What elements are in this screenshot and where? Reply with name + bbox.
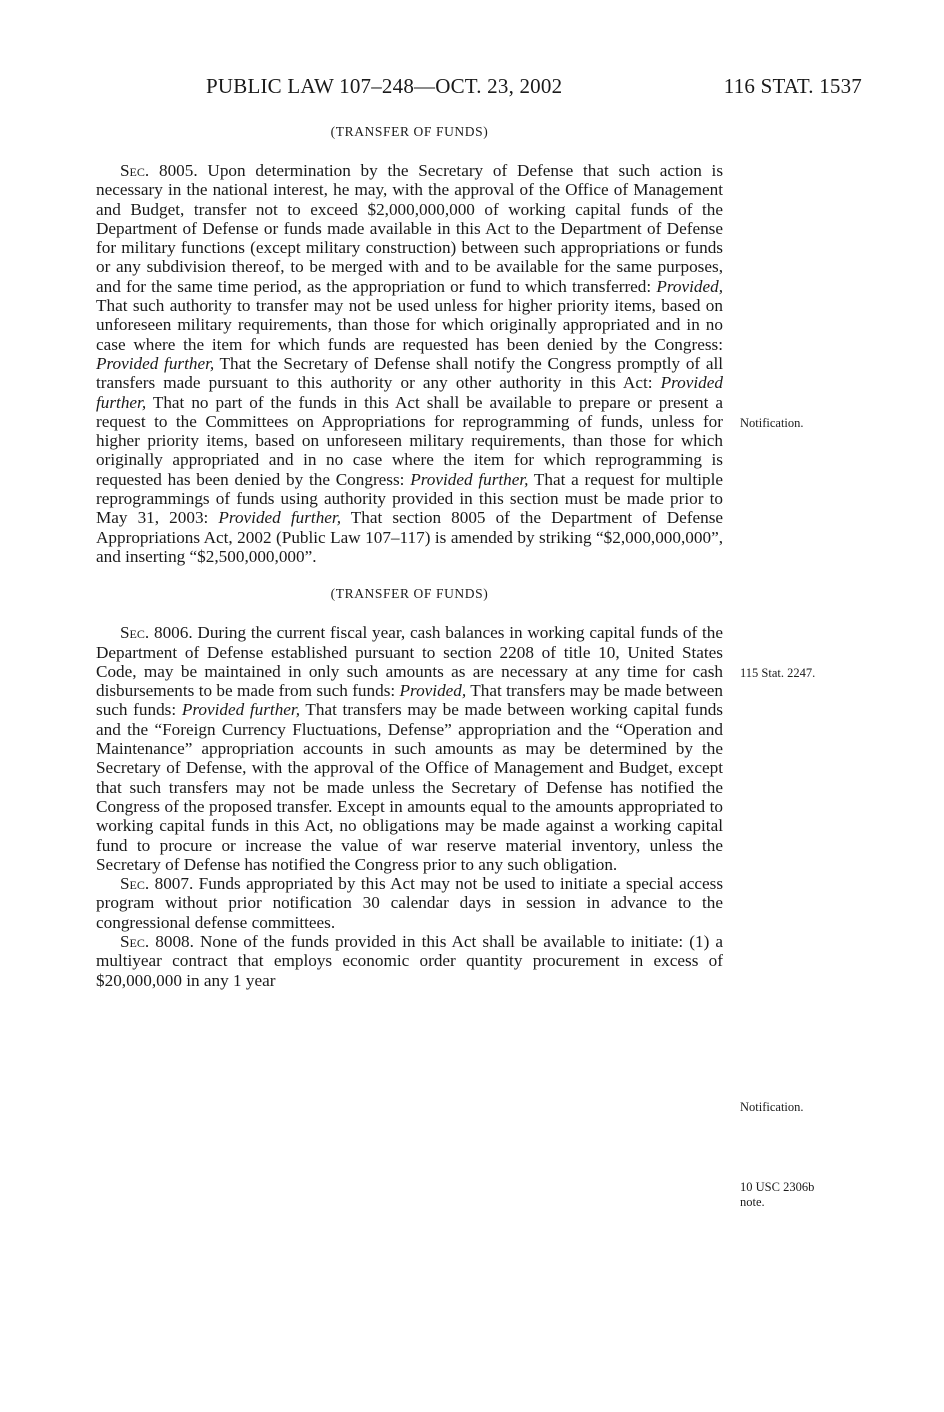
section-8005-text-2: That such authority to transfer may not be used unless for higher priority items, based on unforeseen military requirements, than those for which originally appropriated and in no case where the item for which funds are requested has been denied by the Congress: (96, 296, 723, 354)
section-8006-text-2: That transfers may be made between such funds: (96, 681, 723, 720)
section-8006-number: 8006. (153, 623, 193, 643)
section-8005-paragraph (96, 161, 723, 566)
section-8005-text-3: That the Secretary of Defense shall notify the Congress promptly of all transfers made pursuant to this authority or any other authority in this Act: (96, 353, 724, 393)
stat-page-number: 116 STAT. 1537 (723, 74, 862, 98)
running-head (96, 74, 862, 106)
section-8005-text-6: That section 8005 of the Department of Defense Appropriations Act, 2002 (Public Law 107–117) is amended by striking “$2,000,000,000”, and inserting “$2,500,000,000”. (96, 508, 724, 566)
section-8008-text: None of the funds provided in this Act shall be available to initiate: (1) a multiyear contract that employs economic order quantity procurement in excess of $20,000,000 in any 1 year (96, 931, 724, 990)
body-text-column (96, 122, 723, 990)
section-8006-proviso-1: Provided, (399, 681, 467, 701)
section-8007-label: Sec. (120, 874, 150, 894)
section-8006-heading: (TRANSFER OF FUNDS) (330, 586, 489, 602)
section-8005-proviso-1: Provided, (656, 276, 723, 296)
margin-note-usc-note: note. (740, 1195, 765, 1209)
section-8005-label: Sec. (120, 161, 150, 180)
margin-note-notification-8005: Notification. (740, 416, 804, 430)
section-8006-paragraph (96, 623, 723, 874)
section-8005-proviso-4: Provided further, (410, 469, 529, 489)
section-8008-number: 8008. (155, 931, 194, 951)
section-8005-text-5: That a request for multiple reprogrammings of funds using authority provided in this section must be made prior to May 31, 2003: (96, 469, 723, 528)
section-8005-text-1: Upon determination by the Secretary of Defense that such action is necessary in the national interest, he may, with the approval of the Office of Management and Budget, transfer not to exceed $2,000,000,000 of working capital funds of the Department of Defense or funds made available in this Act to the Department of Defense for military functions (except military construction) between such appropriations or funds or any subdivision thereof, to be merged with and to be available for the same purposes, and for the same time period, as the appropriation or fund to which transferred: (96, 161, 724, 296)
section-8006-text-1: During the current fiscal year, cash balances in working capital funds of the Department of Defense established pursuant to section 2208 of title 10, United States Code, may be maintained in only such amounts as are necessary at any time for cash disbursements to be made from such funds: (96, 623, 724, 701)
section-8006-proviso-2: Provided further, (181, 700, 300, 720)
section-8005-proviso-5: Provided further, (218, 508, 341, 528)
margin-note-stat-reference: 115 Stat. 2247. (740, 666, 816, 680)
margin-note-usc-reference: 10 USC 2306b (740, 1180, 815, 1194)
section-8005-proviso-2: Provided further, (96, 353, 215, 373)
section-8007-text: Funds appropriated by this Act may not be used to initiate a special access program without prior notification 30 calendar days in session in advance to the congressional defense committees. (96, 874, 724, 932)
margin-note-notification-8007: Notification. (740, 1100, 804, 1114)
section-8005-text-4: That no part of the funds in this Act shall be available to prepare or present a request to the Committees on Appropriations for reprogramming of funds, unless for higher priority items, based on unforeseen military requirements, than those for which originally appropriated and in no case where the item for which reprogramming is requested has been denied by the Congress: (96, 392, 723, 489)
section-8006-text-3: That transfers may be made between working capital funds and the “Foreign Currency Fluctuations, Defense” appropriation and the “Operation and Maintenance” appropriation accounts in such amounts as may be determined by the Secretary of Defense, with the approval of the Office of Management and Budget, except that such transfers may not be made unless the Secretary of Defense has notified the Congress of the proposed transfer. Except in amounts equal to the amounts appropriated to working capital funds in this Act, no obligations may be made against a working capital fund to procure or increase the value of war reserve material inventory, unless the Secretary of Defense has notified the Congress prior to any such obligation. (96, 700, 723, 874)
public-law-title: PUBLIC LAW 107–248—OCT. 23, 2002 (206, 74, 563, 98)
section-8005-proviso-3: Provided further, (96, 373, 723, 412)
section-8007-paragraph (96, 874, 723, 932)
section-8008-paragraph (96, 932, 723, 990)
section-8006-label: Sec. (120, 623, 150, 643)
section-8007-number: 8007. (154, 874, 194, 894)
section-8005-heading: (TRANSFER OF FUNDS) (330, 124, 489, 139)
section-8005-number: 8005. (158, 161, 198, 180)
section-8008-label: Sec. (120, 931, 150, 951)
